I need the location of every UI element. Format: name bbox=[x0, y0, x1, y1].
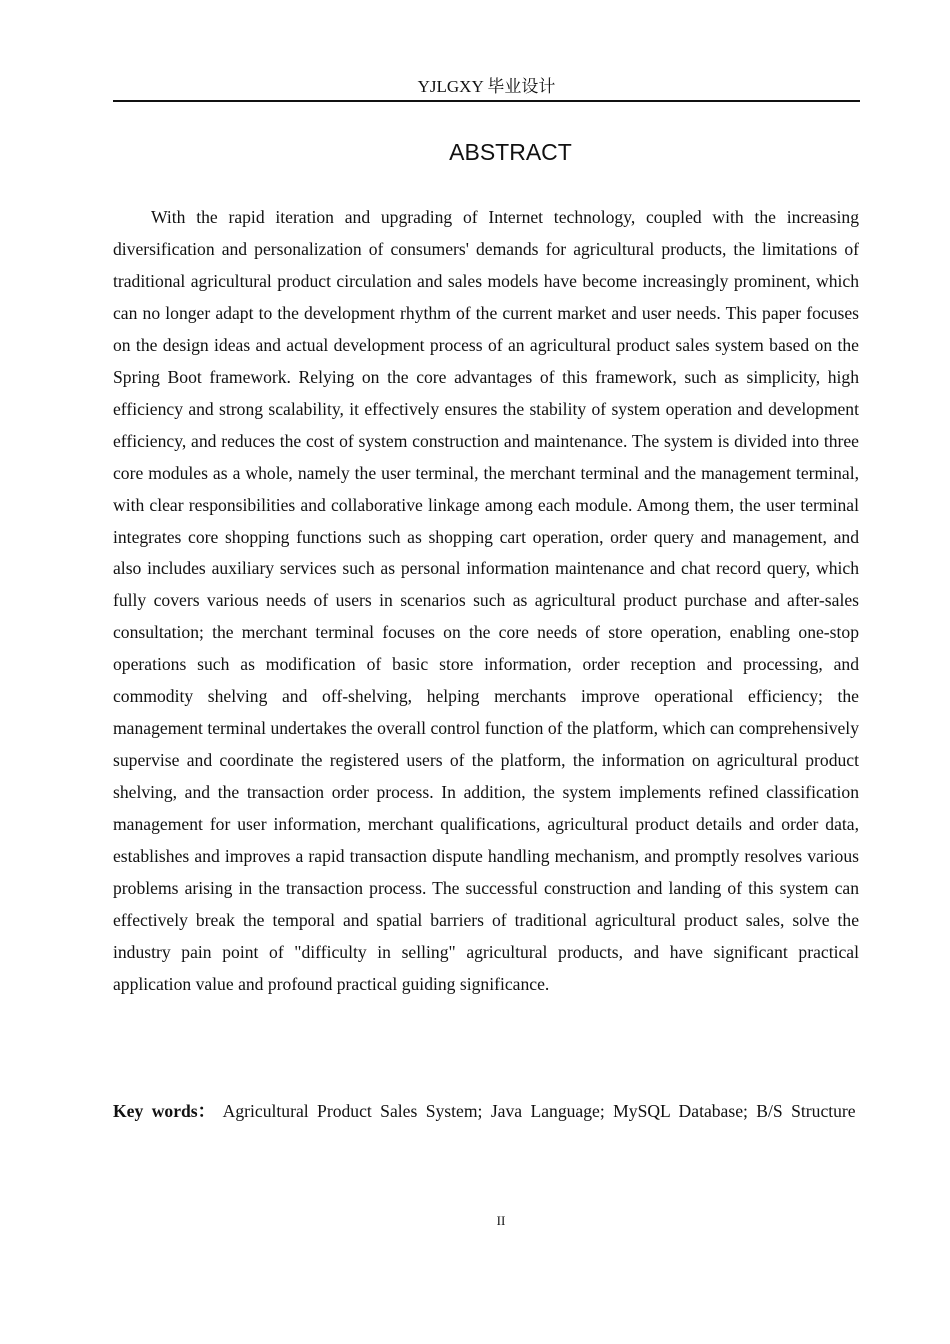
header-rule bbox=[113, 100, 860, 102]
page-number: II bbox=[496, 1213, 506, 1228]
abstract-body: With the rapid iteration and upgrading of Internet technology, coupled with the increasing diversification and personalization of consumers' demands for agricultural products, the limitations of traditional agricultural product circulation and sales models have become increasingly prominent, which can no longer adapt to the development rhythm of the current market and user needs. This paper focuses on the design ideas and actual development process of an agricultural product sales system based on the Spring Boot framework. Relying on the core advantages of this framework, such as simplicity, high efficiency and strong scalability, it effectively ensures the stability of system operation and development efficiency, and reduces the cost of system construction and maintenance. The system is divided into three core modules as a whole, namely the user terminal, the merchant terminal and the management terminal, with clear responsibilities and collaborative linkage among each module. Among them, the user terminal integrates core shopping functions such as shopping cart operation, order query and management, and also includes auxiliary services such as personal information maintenance and chat record query, which fully covers various needs of users in scenarios such as agricultural product purchase and after-sales consultation; the merchant terminal focuses on the core needs of store operation, enabling one-stop operations such as modification of basic store information, order reception and processing, and commodity shelving and off-shelving, helping merchants improve operational efficiency; the management terminal undertakes the overall control function of the platform, which can comprehensively supervise and coordinate the registered users of the platform, the information on agricultural product shelving, and the transaction order process. In addition, the system implements refined classification management for user information, merchant qualifications, agricultural product details and order data, establishes and improves a rapid transaction dispute handling mechanism, and promptly resolves various problems arising in the transaction process. The successful construction and landing of this system can effectively break the temporal and spatial barriers of traditional agricultural product sales, solve the industry pain point of "difficulty in selling" agricultural products, and have significant practical application value and profound practical guiding significance. bbox=[113, 207, 859, 994]
keywords-paragraph bbox=[113, 1096, 859, 1127]
keywords-label: Key words： bbox=[113, 1101, 216, 1121]
running-header: YJLGXY 毕业设计 bbox=[417, 77, 556, 96]
keywords-text: Agricultural Product Sales System; Java Language; MySQL Database; B/S Structure bbox=[222, 1101, 856, 1121]
abstract-title: ABSTRACT bbox=[449, 139, 572, 165]
